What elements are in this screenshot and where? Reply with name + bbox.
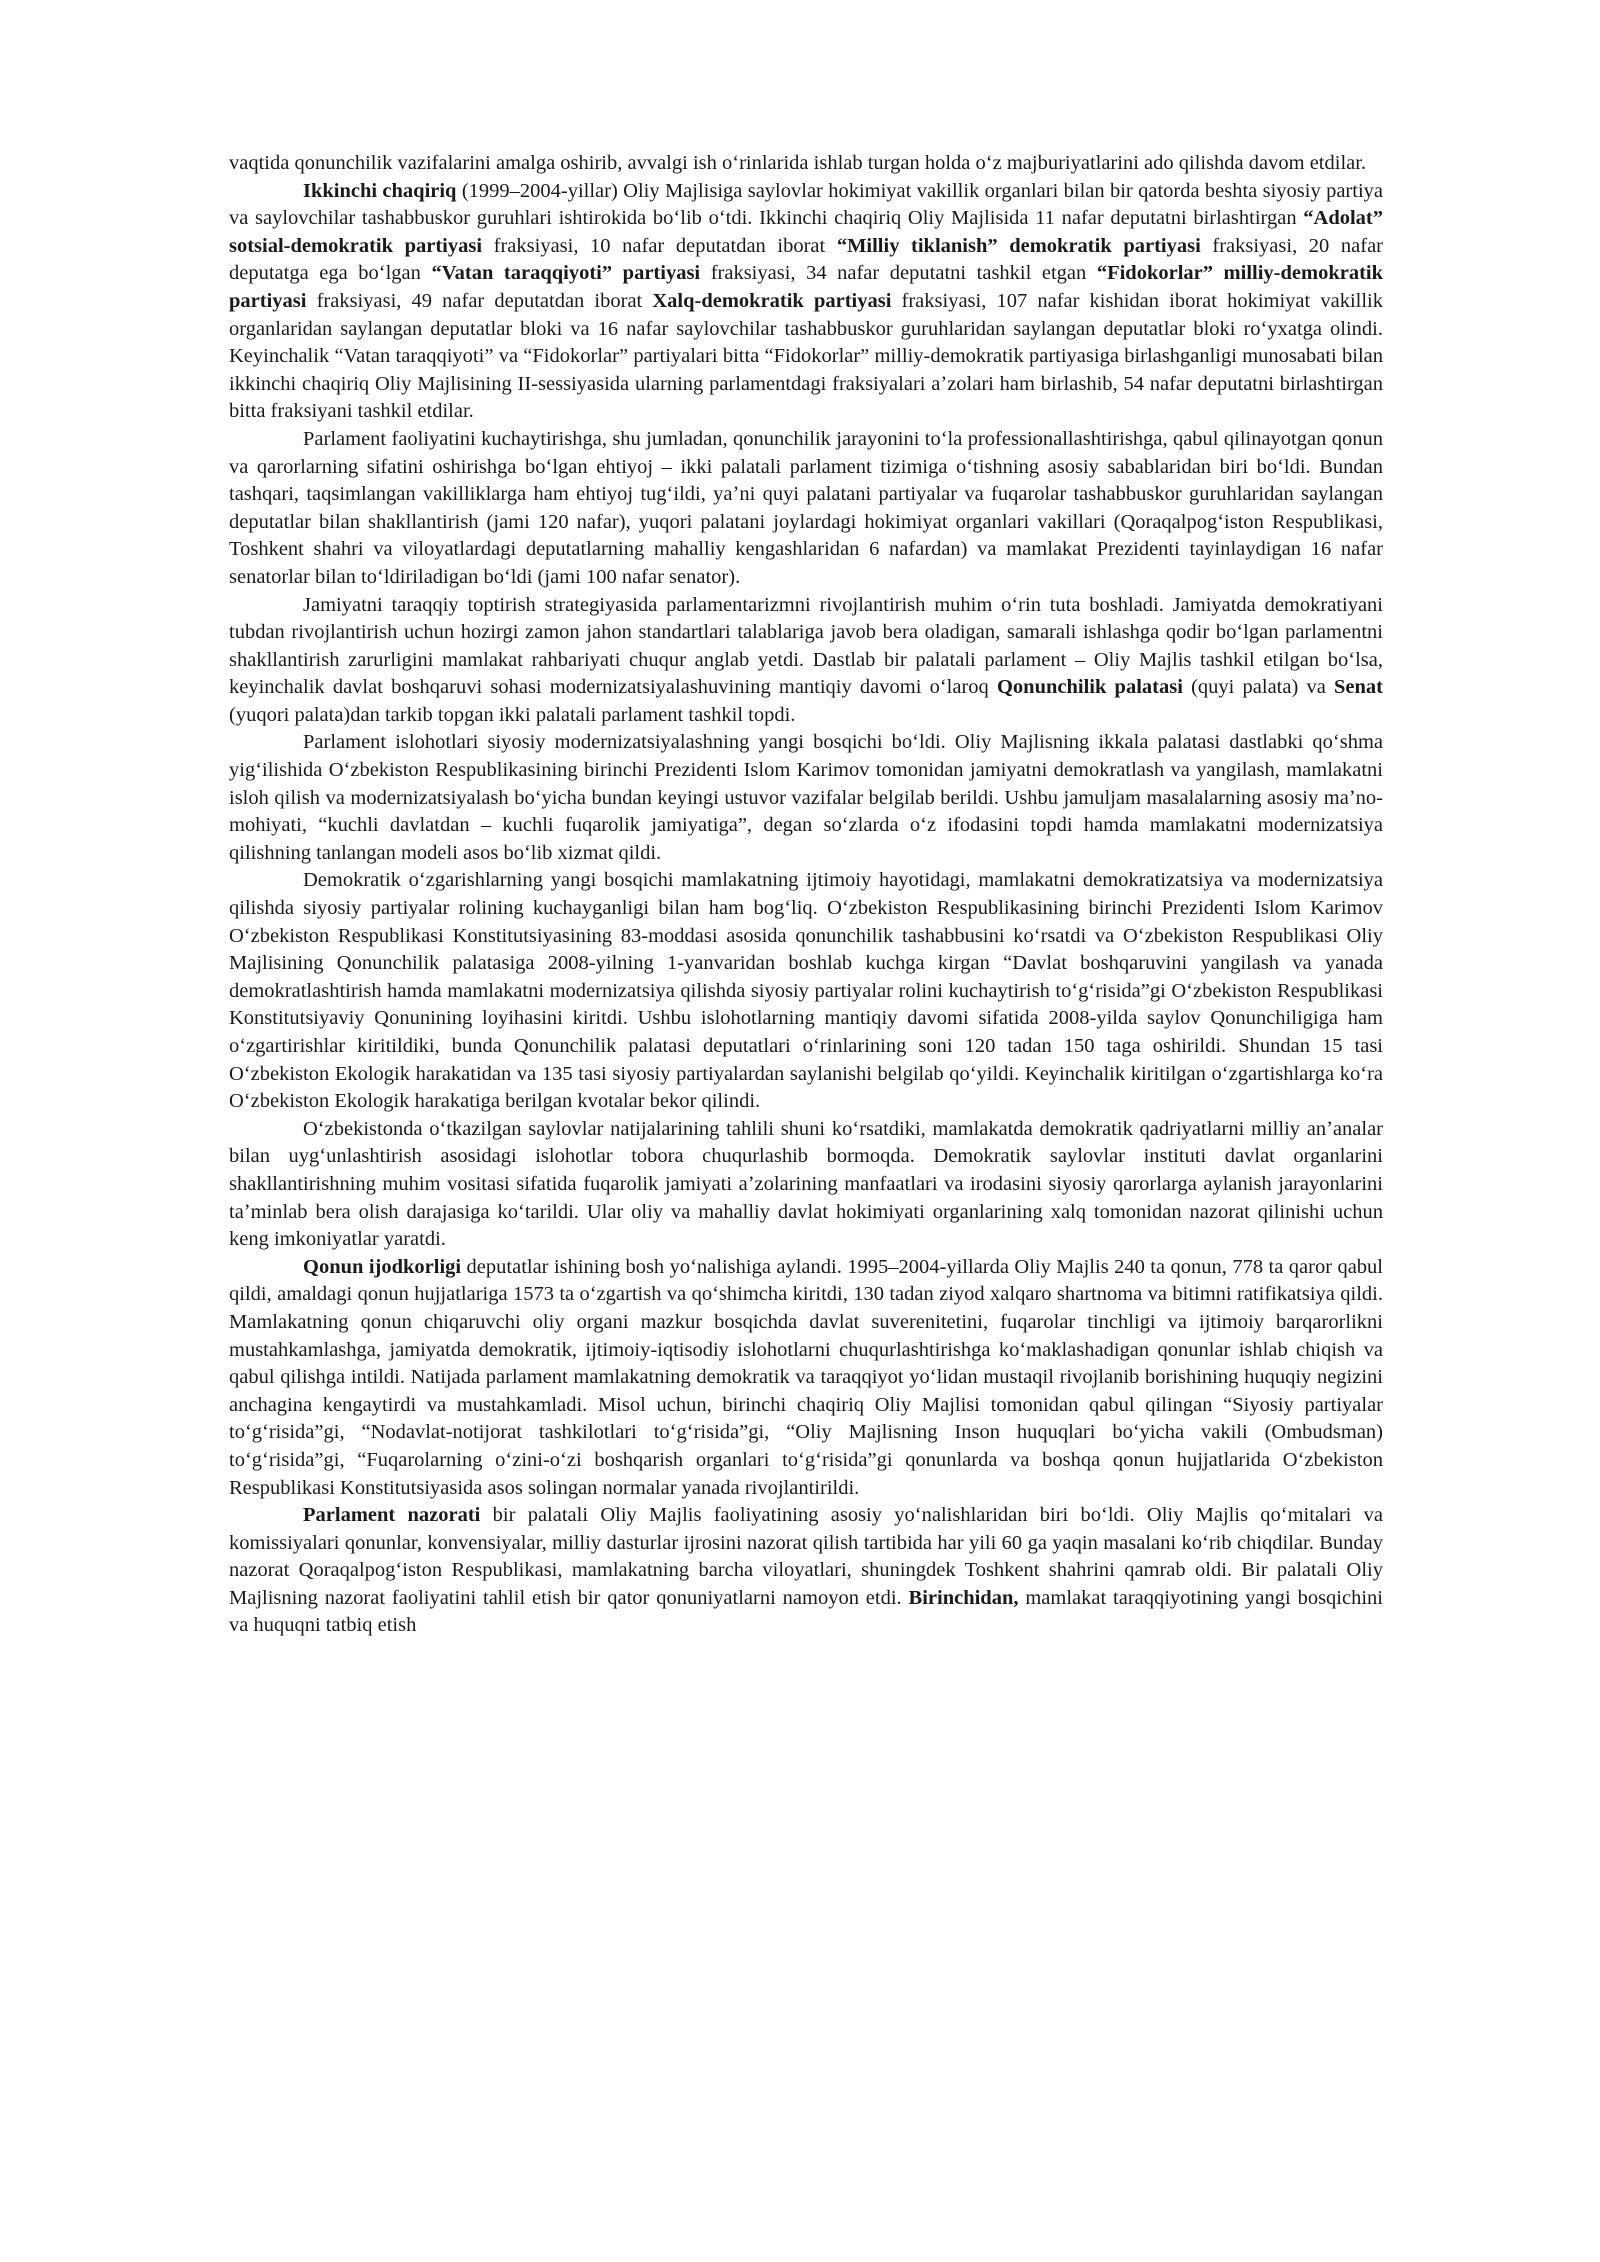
bold-term: “Adolat” sotsial-demokratik partiyasi <box>229 207 1383 257</box>
bold-term: Qonunchilik palatasi <box>996 676 1183 699</box>
text-run: mamlakat taraqqiyotining yangi bosqichini va huquqni tatbiq etish <box>229 1586 1383 1637</box>
text-run: Demokratik oʻzgarishlarning yangi bosqichi mamlakatning ijtimoiy hayotidagi, mamlakatni demokratizatsiya va modernizatsiya qilishda siyosiy partiyalar rolining kuchayganligi bilan ham bogʻliq. Oʻzbekiston Respublikasining birinchi Prezidenti Islom Karimov Oʻzbekiston Respublikasi Konstitutsiyasining 83-moddasi asosida qonunchilik tashabbusini koʻrsatdi va Oʻzbekiston Respublikasi Oliy Majlisining Qonunchilik palatasiga 2008-yilning 1-yanvaridan boshlab kuchga kirgan “Davlat boshqaruvini yangilash va yanada demokratlashtirish hamda mamlakatni modernizatsiya qilishda siyosiy partiyalar rolini kuchaytirish toʻgʻrisida”gi Oʻzbekiston Respublikasi Konstitutsiyaviy Qonunining loyihasini kiritdi. Ushbu islohotlarning mantiqiy davomi sifatida 2008-yilda saylov Qonunchiligiga ham oʻzgartirishlar kiritildiki, bunda Qonunchilik palatasi deputatlari oʻrinlarining soni 120 tadan 150 taga oshirildi. Shundan 15 tasi Oʻzbekiston Ekologik harakatidan va 135 tasi siyosiy partiyalardan saylanishi belgilab qoʻyildi. Keyinchalik kiritilgan oʻzgartishlarga koʻra Oʻzbekiston Ekologik harakatiga berilgan kvotalar bekor qilindi. <box>229 869 1383 1113</box>
bold-term: “Milliy tiklanish” demokratik partiyasi <box>836 234 1201 257</box>
bold-term: Qonun ijodkorligi <box>303 1255 462 1278</box>
bold-term: Ikkinchi chaqiriq <box>303 179 457 202</box>
text-run: fraksiyasi, 107 nafar kishidan iborat hokimiyat vakillik organlaridan saylangan deputatlar bloki va 16 nafar saylovchilar tashabbuskor guruhlaridan saylangan deputatlar bloki roʻyxatga olindi. Keyinchalik “Vatan taraqqiyoti” va “Fidokorlar” partiyalari bitta “Fidokorlar” milliy-demokratik partiyasiga birlashganligi munosabati bilan ikkinchi chaqiriq Oliy Majlisining II-sessiyasida ularning parlamentdagi fraksiyalari aʼzolari ham birlashib, 54 nafar deputatni birlashtirgan bitta fraksiyani tashkil etdilar. <box>229 289 1383 423</box>
text-run: fraksiyasi, 34 nafar deputatni tashkil etgan <box>700 262 1097 285</box>
paragraph <box>229 178 1383 426</box>
text-run: Jamiyatni taraqqiy toptirish strategiyasida parlamentarizmni rivojlantirish muhim oʻrin tuta boshladi. Jamiyatda demokratiyani tubdan rivojlantirish uchun hozirgi zamon jahon standartlari talablariga javob bera oladigan, samarali ishlashga qodir boʻlgan parlamentni shakllantirish zarurligini mamlakat rahbariyati chuqur anglab yetdi. Dastlab bir palatali parlament – Oliy Majlis tashkil etilgan boʻlsa, keyinchalik davlat boshqaruvi sohasi modernizatsiyalashuvining mantiqiy davomi oʻlaroq <box>229 593 1383 699</box>
text-run: Oʻzbekistonda oʻtkazilgan saylovlar natijalarining tahlili shuni koʻrsatdiki, mamlakatda demokratik qadriyatlarni milliy anʼanalar bilan uygʻunlashtirish asosidagi islohotlar tobora chuqurlashib bormoqda. Demokratik saylovlar instituti davlat organlarini shakllantirishning muhim vositasi sifatida fuqarolik jamiyati aʼzolarining manfaatlari va irodasini siyosiy qarorlarga aylanish jarayonlarini taʼminlab bera olish darajasiga koʻtarildi. Ular oliy va mahalliy davlat hokimiyati organlarining xalq tomonidan nazorat qilinishi uchun keng imkoniyatlar yaratdi. <box>229 1117 1383 1251</box>
paragraph <box>229 729 1383 867</box>
text-run: Parlament faoliyatini kuchaytirishga, shu jumladan, qonunchilik jarayonini toʻla professionallashtirishga, qabul qilinayotgan qonun va qarorlarning sifatini oshirishga boʻlgan ehtiyoj – ikki palatali parlament tizimiga oʻtishning asosiy sabablaridan biri boʻldi. Bundan tashqari, taqsimlangan vakilliklarga ham ehtiyoj tugʻildi, yaʼni quyi palatani partiyalar va fuqarolar tashabbuskor guruhlaridan saylangan deputatlar bilan shakllantirish (jami 120 nafar), yuqori palatani joylardagi hokimiyat organlari vakillari (Qoraqalpogʻiston Respublikasi, Toshkent shahri va viloyatlardagi deputatlarning mahalliy kengashlaridan 6 nafardan) va mamlakat Prezidenti tayinlaydigan 16 nafar senatorlar bilan toʻldiriladigan boʻldi (jami 100 nafar senator). <box>229 427 1383 588</box>
text-run: (1999–2004-yillar) Oliy Majlisiga saylovlar hokimiyat vakillik organlari bilan bir qatorda beshta siyosiy partiya va saylovchilar tashabbuskor guruhlari ishtirokida boʻlib oʻtdi. Ikkinchi chaqiriq Oliy Majlisida 11 nafar deputatni birlashtirgan <box>229 179 1383 230</box>
bold-term: “Fidokorlar” milliy-demokratik partiyasi <box>229 262 1383 312</box>
bold-term: “Vatan taraqqiyoti” partiyasi <box>431 262 701 285</box>
bold-term: Parlament nazorati <box>303 1504 481 1527</box>
paragraph <box>229 1502 1383 1640</box>
paragraph <box>229 592 1383 730</box>
paragraph <box>229 1116 1383 1254</box>
document-body <box>229 150 1383 1640</box>
text-run: fraksiyasi, 20 nafar deputatga ega boʻlgan <box>229 234 1383 285</box>
paragraph <box>229 1254 1383 1502</box>
text-run: deputatlar ishining bosh yoʻnalishiga aylandi. 1995–2004-yillarda Oliy Majlis 240 ta qonun, 778 ta qaror qabul qildi, amaldagi qonun hujjatlariga 1573 ta oʻzgartish va qoʻshimcha kiritdi, 130 tadan ziyod xalqaro shartnoma va bitimni ratifikatsiya qildi. Mamlakatning qonun chiqaruvchi oliy organi mazkur bosqichda davlat suverenitetini, fuqarolar tinchligi va ijtimoiy barqarorlikni mustahkamlashga, jamiyatda demokratik, ijtimoiy-iqtisodiy islohotlarni chuqurlashtirishga koʻmaklashadigan qonunlar ishlab chiqish va qabul qilishga intildi. Natijada parlament mamlakatning demokratik va taraqqiyot yoʻlidan mustaqil rivojlanib borishining huquqiy negizini anchagina kengaytirdi va mustahkamladi. Misol uchun, birinchi chaqiriq Oliy Majlisi tomonidan qabul qilingan “Siyosiy partiyalar toʻgʻrisida”gi, “Nodavlat-notijorat tashkilotlari toʻgʻrisida”gi, “Oliy Majlisning Inson huquqlari boʻyicha vakili (Ombudsman) toʻgʻrisida”gi, “Fuqarolarning oʻzini-oʻzi boshqarish organlari toʻgʻrisida”gi qonunlarda va boshqa qonun hujjatlarida Oʻzbekiston Respublikasi Konstitutsiyasida asos solingan normalar yanada rivojlantirildi. <box>229 1255 1383 1499</box>
text-run: (yuqori palata)dan tarkib topgan ikki palatali parlament tashkil topdi. <box>229 703 796 726</box>
text-run: Parlament islohotlari siyosiy modernizatsiyalashning yangi bosqichi boʻldi. Oliy Majlisning ikkala palatasi dastlabki qoʻshma yigʻilishida Oʻzbekiston Respublikasining birinchi Prezidenti Islom Karimov tomonidan jamiyatni demokratlash va yangilash, mamlakatni isloh qilish va modernizatsiyalash boʻyicha bundan keyingi ustuvor vazifalar belgilab berildi. Ushbu jamuljam masalalarning asosiy maʼno-mohiyati, “kuchli davlatdan – kuchli fuqarolik jamiyatiga”, degan soʻzlarda oʻz ifodasini topdi hamda mamlakatni modernizatsiya qilishning tanlangan modeli asos boʻlib xizmat qildi. <box>229 731 1383 864</box>
bold-term: Xalq-demokratik partiyasi <box>652 289 892 312</box>
paragraph <box>229 867 1383 1115</box>
paragraph <box>229 150 1383 178</box>
paragraph <box>229 426 1383 592</box>
text-run: fraksiyasi, 10 nafar deputatdan iborat <box>482 234 837 257</box>
text-run: bir palatali Oliy Majlis faoliyatining asosiy yoʻnalishlaridan biri boʻldi. Oliy Majlis qoʻmitalari va komissiyalari qonunlar, konvensiyalar, milliy dasturlar ijrosini nazorat qilish tartibida har yili 60 ga yaqin masalani koʻrib chiqdilar. Bunday nazorat Qoraqalpogʻiston Respublikasi, mamlakatning barcha viloyatlari, shuningdek Toshkent shahrini qamrab oldi. Bir palatali Oliy Majlisning nazorat faoliyatini tahlil etish bir qator qonuniyatlarni namoyon etdi. <box>229 1504 1383 1609</box>
text-run: fraksiyasi, 49 nafar deputatdan iborat <box>306 289 653 312</box>
bold-term: Birinchidan, <box>908 1586 1019 1609</box>
bold-term: Senat <box>1334 676 1383 699</box>
text-run: (quyi palata) va <box>1182 676 1335 699</box>
text-run: vaqtida qonunchilik vazifalarini amalga oshirib, avvalgi ish oʻrinlarida ishlab turgan holda oʻz majburiyatlarini ado qilishda davom etdilar. <box>229 152 1367 174</box>
